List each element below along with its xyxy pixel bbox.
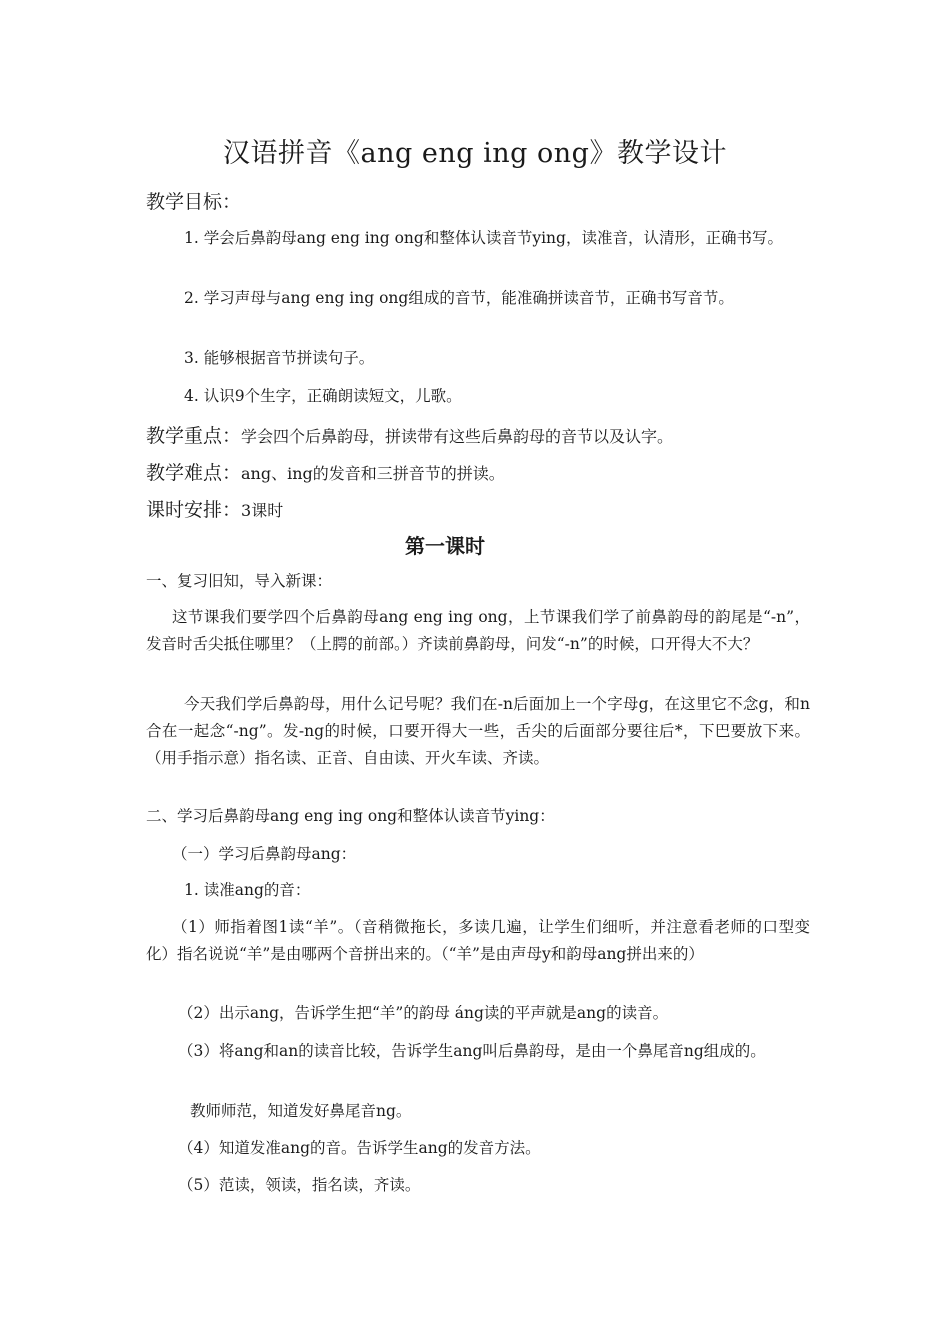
step-3-paragraph: （3）将ang和an的读音比较，告诉学生ang叫后鼻韵母，是由一个鼻尾音ng组成的。 bbox=[178, 1042, 766, 1060]
document-title: 汉语拼音《ang eng ing ong》教学设计 bbox=[223, 138, 727, 169]
step-1-paragraph: （1）师指着图1读“羊”。（音稍微拖长，多读几遍，让学生们细听，并注意看老师的口型变化）指名说说“羊”是由哪两个音拼出来的。（“羊”是由声母y和韵母ang拼出来的） bbox=[146, 918, 810, 963]
difficulty-text: ang、ing的发音和三拼音节的拼读。 bbox=[241, 464, 505, 483]
section-review-heading: 一、复习旧知，导入新课： bbox=[146, 572, 333, 590]
objective-item-1: 1. 学会后鼻韵母ang eng ing ong和整体认读音节ying，读准音，认清形，正确书写。 bbox=[184, 229, 783, 247]
key-point-label: 教学重点： bbox=[146, 425, 242, 447]
subsection-ang-heading: （一）学习后鼻韵母ang： bbox=[172, 845, 357, 863]
teacher-demo-line: 教师师范，知道发好鼻尾音ng。 bbox=[190, 1102, 412, 1120]
difficulty-line bbox=[146, 458, 505, 485]
schedule-line bbox=[146, 495, 283, 522]
paragraph-intro-ng: 今天我们学后鼻韵母，用什么记号呢？我们在-n后面加上一个字母g，在这里它不念g，和n合在一起念“-ng”。发-ng的时候，口要开得大一些，舌尖的后面部分要往后*，下巴要放下来。（用手指示意）指名读、正音、自由读、开火车读、齐读。 bbox=[146, 695, 810, 767]
objective-item-2: 2. 学习声母与ang eng ing ong组成的音节，能准确拼读音节，正确书写音节。 bbox=[184, 289, 734, 307]
step-5-paragraph: （5）范读，领读，指名读，齐读。 bbox=[178, 1176, 421, 1194]
key-point-line bbox=[146, 421, 673, 448]
key-point-text: 学会四个后鼻韵母，拼读带有这些后鼻韵母的音节以及认字。 bbox=[241, 427, 674, 446]
step-4-paragraph: （4）知道发准ang的音。告诉学生ang的发音方法。 bbox=[178, 1139, 541, 1157]
objectives-heading: 教学目标： bbox=[146, 191, 242, 213]
objective-item-4: 4. 认识9个生字，正确朗读短文，儿歌。 bbox=[184, 387, 462, 405]
schedule-label: 课时安排： bbox=[146, 499, 242, 521]
section-learn-heading: 二、学习后鼻韵母ang eng ing ong和整体认读音节ying： bbox=[146, 807, 555, 825]
paragraph-review: 这节课我们要学四个后鼻韵母ang eng ing ong，上节课我们学了前鼻韵母的韵尾是“-n”，发音时舌尖抵住哪里？（上腭的前部。）齐读前鼻韵母，问发“-n”的时候，口开得大不大？ bbox=[146, 608, 810, 653]
objective-item-3: 3. 能够根据音节拼读句子。 bbox=[184, 349, 375, 367]
schedule-text: 3课时 bbox=[241, 501, 284, 520]
difficulty-label: 教学难点： bbox=[146, 462, 242, 484]
step-2-paragraph: （2）出示ang，告诉学生把“羊”的韵母 áng读的平声就是ang的读音。 bbox=[178, 1004, 669, 1022]
step-read-ang: 1. 读准ang的音： bbox=[184, 881, 311, 899]
lesson-title: 第一课时 bbox=[405, 534, 485, 558]
